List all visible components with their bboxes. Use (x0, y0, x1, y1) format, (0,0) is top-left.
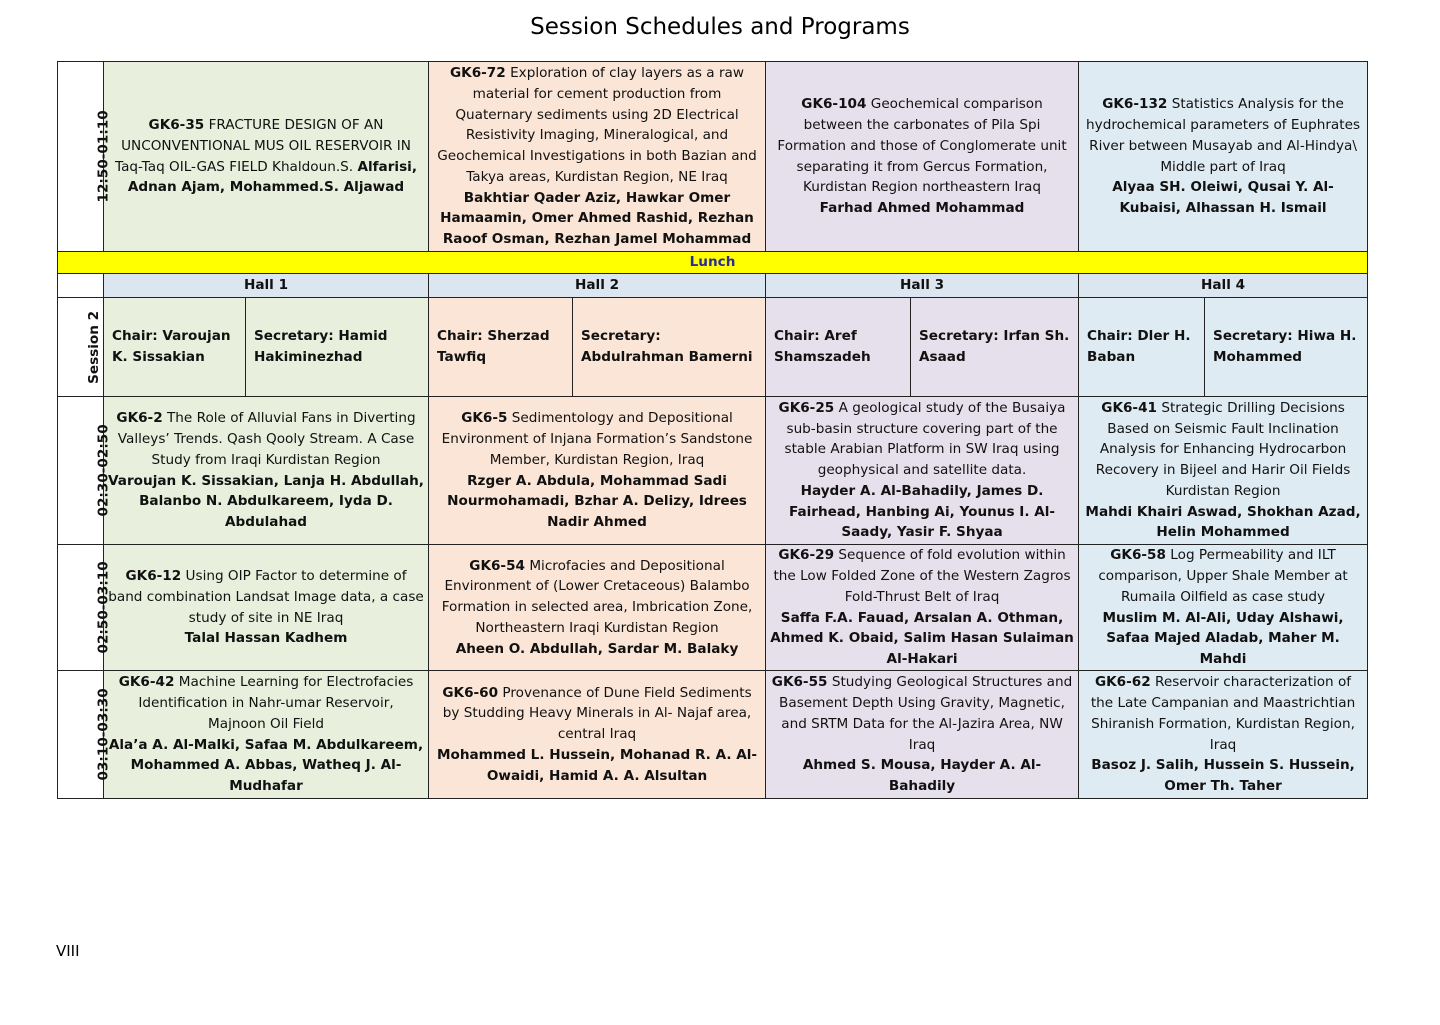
talk-cell: GK6-5 Sedimentology and Depositional Environment of Injana Formation’s Sandstone Member, Kurdistan Region, Iraq Rzger A. Abdula, Mohammad Sadi Nourmohamadi, Bzhar A. Delizy, Idrees Nadir Ahmed (429, 397, 766, 545)
time-slot-label: 02:30-02:50 (58, 397, 104, 545)
hall-header: Hall 2 (429, 274, 766, 298)
chair-cell: Chair: Aref Shamszadeh (766, 298, 911, 397)
chair-cell: Chair: Varoujan K. Sissakian (104, 298, 246, 397)
secretary-cell: Secretary: Abdulrahman Bamerni (573, 298, 766, 397)
talk-cell: GK6-42 Machine Learning for Electrofacies Identification in Nahr-umar Reservoir, Majnoon Oil Field Ala’a A. Al-Malki, Safaa M. Abdulkareem, Mohammed A. Abbas, Watheq J. Al-Mudhafar (104, 671, 429, 799)
chair-cell: Chair: Dler H. Baban (1079, 298, 1205, 397)
session-row (58, 298, 1368, 397)
session-label: Session 2 (58, 298, 104, 397)
secretary-cell: Secretary: Irfan Sh. Asaad (911, 298, 1079, 397)
hall-header: Hall 3 (766, 274, 1079, 298)
talk-cell: GK6-132 Statistics Analysis for the hydrochemical parameters of Euphrates River between Musayab and Al-Hindya\ Middle part of Iraq Alyaa SH. Oleiwi, Qusai Y. Al-Kubaisi, Alhassan H. Ismail (1079, 62, 1368, 252)
hall-header-row (58, 274, 1368, 298)
lunch-break: Lunch (58, 252, 1368, 274)
hall-header: Hall 4 (1079, 274, 1368, 298)
chair-cell: Chair: Sherzad Tawfiq (429, 298, 573, 397)
talk-row (58, 545, 1368, 671)
hall-header-spacer (58, 274, 104, 298)
talk-cell: GK6-35 FRACTURE DESIGN OF AN UNCONVENTIONAL MUS OIL RESERVOIR IN Taq-Taq OIL-GAS FIELD Khaldoun.S. Alfarisi, Adnan Ajam, Mohammed.S. Aljawad (104, 62, 429, 252)
talk-row (58, 397, 1368, 545)
talk-cell: GK6-29 Sequence of fold evolution within the Low Folded Zone of the Western Zagros Fold-Thrust Belt of Iraq Saffa F.A. Fauad, Arsalan A. Othman, Ahmed K. Obaid, Salim Hasan Sulaiman Al-Hakari (766, 545, 1079, 671)
page-title: Session Schedules and Programs (530, 14, 910, 40)
talk-cell: GK6-60 Provenance of Dune Field Sediments by Studding Heavy Minerals in Al- Najaf area, central Iraq Mohammed L. Hussein, Mohanad R. A. Al-Owaidi, Hamid A. A. Alsultan (429, 671, 766, 799)
talk-cell: GK6-58 Log Permeability and ILT comparison, Upper Shale Member at Rumaila Oilfield as case study Muslim M. Al-Ali, Uday Alshawi, Safaa Majed Aladab, Maher M. Mahdi (1079, 545, 1368, 671)
talk-cell: GK6-25 A geological study of the Busaiya sub-basin structure covering part of the stable Arabian Platform in SW Iraq using geophysical and satellite data. Hayder A. Al-Bahadily, James D. Fairhead, Hanbing Ai, Younus I. Al-Saady, Yasir F. Shyaa (766, 397, 1079, 545)
talk-cell: GK6-62 Reservoir characterization of the Late Campanian and Maastrichtian Shiranish Formation, Kurdistan Region, Iraq Basoz J. Salih, Hussein S. Hussein, Omer Th. Taher (1079, 671, 1368, 799)
secretary-cell: Secretary: Hamid Hakiminezhad (246, 298, 429, 397)
talk-cell: GK6-72 Exploration of clay layers as a raw material for cement production from Quaternary sediments using 2D Electrical Resistivity Imaging, Mineralogical, and Geochemical Investigations in both Bazian and Takya areas, Kurdistan Region, NE Iraq Bakhtiar Qader Aziz, Hawkar Omer Hamaamin, Omer Ahmed Rashid, Rezhan Raoof Osman, Rezhan Jamel Mohammad (429, 62, 766, 252)
talk-cell: GK6-12 Using OIP Factor to determine of band combination Landsat Image data, a case study of site in NE Iraq Talal Hassan Kadhem (104, 545, 429, 671)
hall-header: Hall 1 (104, 274, 429, 298)
talk-row (58, 62, 1368, 252)
time-slot-label: 12:50-01:10 (58, 62, 104, 252)
talk-row (58, 671, 1368, 799)
time-slot-label: 03:10-03:30 (58, 671, 104, 799)
talk-cell: GK6-54 Microfacies and Depositional Environment of (Lower Cretaceous) Balambo Formation in selected area, Imbrication Zone, Northeastern Iraqi Kurdistan Region Aheen O. Abdullah, Sardar M. Balaky (429, 545, 766, 671)
talk-cell: GK6-41 Strategic Drilling Decisions Based on Seismic Fault Inclination Analysis for Enhancing Hydrocarbon Recovery in Bijeel and Harir Oil Fields Kurdistan Region Mahdi Khairi Aswad, Shokhan Azad, Helin Mohammed (1079, 397, 1368, 545)
talk-cell: GK6-2 The Role of Alluvial Fans in Diverting Valleys’ Trends. Qash Qooly Stream. A Case Study from Iraqi Kurdistan Region Varoujan K. Sissakian, Lanja H. Abdullah, Balanbo N. Abdulkareem, Iyda D. Abdulahad (104, 397, 429, 545)
page-number: VIII (56, 942, 80, 960)
time-slot-label: 02:50-03:10 (58, 545, 104, 671)
talk-cell: GK6-104 Geochemical comparison between the carbonates of Pila Spi Formation and those of Conglomerate unit separating it from Gercus Formation, Kurdistan Region northeastern Iraq Farhad Ahmed Mohammad (766, 62, 1079, 252)
secretary-cell: Secretary: Hiwa H. Mohammed (1205, 298, 1368, 397)
talk-cell: GK6-55 Studying Geological Structures and Basement Depth Using Gravity, Magnetic, and SRTM Data for the Al-Jazira Area, NW Iraq Ahmed S. Mousa, Hayder A. Al-Bahadily (766, 671, 1079, 799)
schedule-table (57, 61, 1368, 799)
